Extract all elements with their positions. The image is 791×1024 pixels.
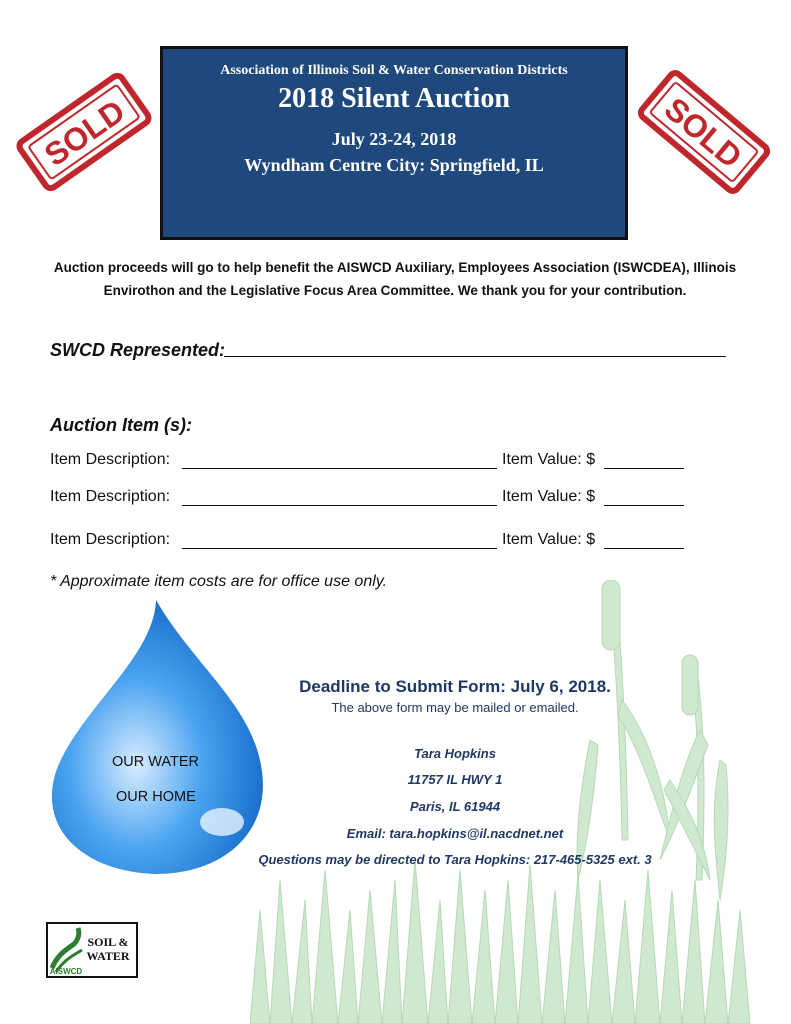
logo-water-text: WATER [86, 949, 130, 963]
contact-questions: Questions may be directed to Tara Hopkins: 217-465-5325 ext. 3 [258, 852, 652, 867]
deadline-heading: Deadline to Submit Form: July 6, 2018. [299, 677, 611, 696]
header-banner [160, 46, 628, 240]
logo-soil-text: SOIL & [87, 935, 129, 949]
aiswcd-logo [46, 922, 138, 978]
swcd-represented-field[interactable] [224, 356, 726, 357]
drop-text-line-2: OUR HOME [116, 789, 196, 805]
item-value-field[interactable] [604, 505, 684, 506]
item-description-field[interactable] [182, 505, 497, 506]
sold-stamp-left-label: SOLD [37, 92, 132, 174]
item-value-label: Item Value: $ [502, 488, 596, 505]
item-description-label: Item Description: [50, 488, 171, 505]
auction-items-heading: Auction Item (s): [50, 415, 192, 435]
item-description-field[interactable] [182, 468, 497, 469]
item-value-label: Item Value: $ [502, 531, 596, 548]
sold-stamp-right-icon [634, 62, 774, 202]
disclaimer-note: * Approximate item costs are for office use only. [50, 573, 388, 590]
contact-name: Tara Hopkins [414, 746, 496, 761]
auction-venue: Wyndham Centre City: Springfield, IL [244, 155, 544, 175]
item-value-field[interactable] [604, 548, 684, 549]
item-row [50, 488, 700, 512]
item-value-field[interactable] [604, 468, 684, 469]
sold-stamp-right-label: SOLD [657, 90, 749, 176]
intro-line-2: Envirothon and the Legislative Focus Area Committee. We thank you for your contribution. [103, 283, 687, 298]
intro-paragraph [40, 256, 750, 302]
item-description-label: Item Description: [50, 451, 171, 468]
item-description-field[interactable] [182, 548, 497, 549]
contact-email[interactable]: Email: tara.hopkins@il.nacdnet.net [346, 826, 564, 841]
item-description-label: Item Description: [50, 531, 171, 548]
auction-dates: July 23-24, 2018 [331, 129, 457, 149]
logo-abbr-text: AISWCD [49, 967, 83, 976]
contact-address-line-1: 11757 IL HWY 1 [407, 772, 503, 787]
auction-title: 2018 Silent Auction [278, 83, 510, 114]
contact-address-line-2: Paris, IL 61944 [409, 799, 501, 814]
logo-graphic-icon [48, 924, 136, 976]
sold-stamp-left-icon [14, 62, 154, 202]
item-row [50, 531, 700, 555]
intro-line-1: Auction proceeds will go to help benefit the AISWCD Auxiliary, Employees Association (ISWCDEA), Illinois [53, 260, 737, 275]
mail-note: The above form may be mailed or emailed. [331, 700, 579, 715]
item-row [50, 451, 700, 475]
item-value-label: Item Value: $ [502, 451, 596, 468]
swcd-represented-label: SWCD Represented: [50, 340, 226, 360]
organization-name: Association of Illinois Soil & Water Conservation Districts [220, 63, 568, 78]
drop-text-line-1: OUR WATER [112, 754, 199, 770]
